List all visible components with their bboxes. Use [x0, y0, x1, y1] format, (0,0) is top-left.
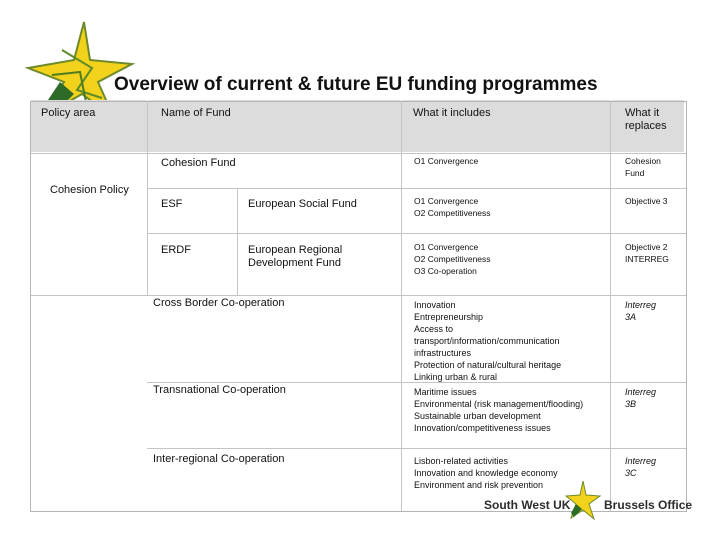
cooperation-includes: Maritime issues Environmental (risk management/flooding) Sustainable urban development Innovation/competitiveness issues	[414, 387, 584, 433]
footer-logo-left-text: South West UK	[484, 498, 571, 512]
footer-logo-right-text: Brussels Office	[604, 498, 693, 512]
fund-full-name: European Social Fund	[248, 198, 357, 210]
cooperation-includes: Innovation Entrepreneurship Access to transport/information/communication infrastructures Protection of natural/cultural heritage Linking urban & rural	[414, 300, 562, 382]
cooperation-name: Transnational Co-operation	[153, 384, 286, 396]
cooperation-includes: Lisbon-related activities Innovation and knowledge economy Environment and risk prevention	[414, 456, 558, 490]
fund-replaces: Objective 3	[625, 196, 668, 206]
cooperation-name: Cross Border Co-operation	[153, 297, 285, 309]
fund-name: ERDF	[161, 244, 191, 256]
page-title: Overview of current & future EU funding programmes	[114, 74, 598, 95]
header-what-replaces: What it replaces	[625, 107, 667, 132]
footer-logo	[478, 478, 693, 524]
footer-star-icon	[564, 480, 602, 525]
fund-replaces: Cohesion Fund	[625, 156, 661, 178]
cooperation-replaces: Interreg 3A	[625, 300, 657, 322]
header-policy-area: Policy area	[41, 107, 96, 119]
fund-includes: O1 Convergence O2 Competitiveness O3 Co-operation	[414, 242, 491, 276]
cooperation-replaces: Interreg 3C	[625, 456, 657, 478]
funding-table	[30, 101, 687, 512]
fund-includes: O1 Convergence O2 Competitiveness	[414, 196, 491, 218]
cooperation-name: Inter-regional Co-operation	[153, 453, 285, 465]
fund-full-name: European Regional Development Fund	[248, 244, 343, 269]
header-what-includes: What it includes	[413, 107, 491, 119]
header-name-of-fund: Name of Fund	[161, 107, 231, 119]
fund-name: Cohesion Fund	[161, 157, 236, 169]
fund-name: ESF	[161, 198, 183, 210]
fund-includes: O1 Convergence	[414, 156, 479, 166]
policy-area-cohesion: Cohesion Policy	[50, 184, 129, 196]
cooperation-replaces: Interreg 3B	[625, 387, 657, 409]
fund-replaces: Objective 2 INTERREG	[625, 242, 669, 264]
